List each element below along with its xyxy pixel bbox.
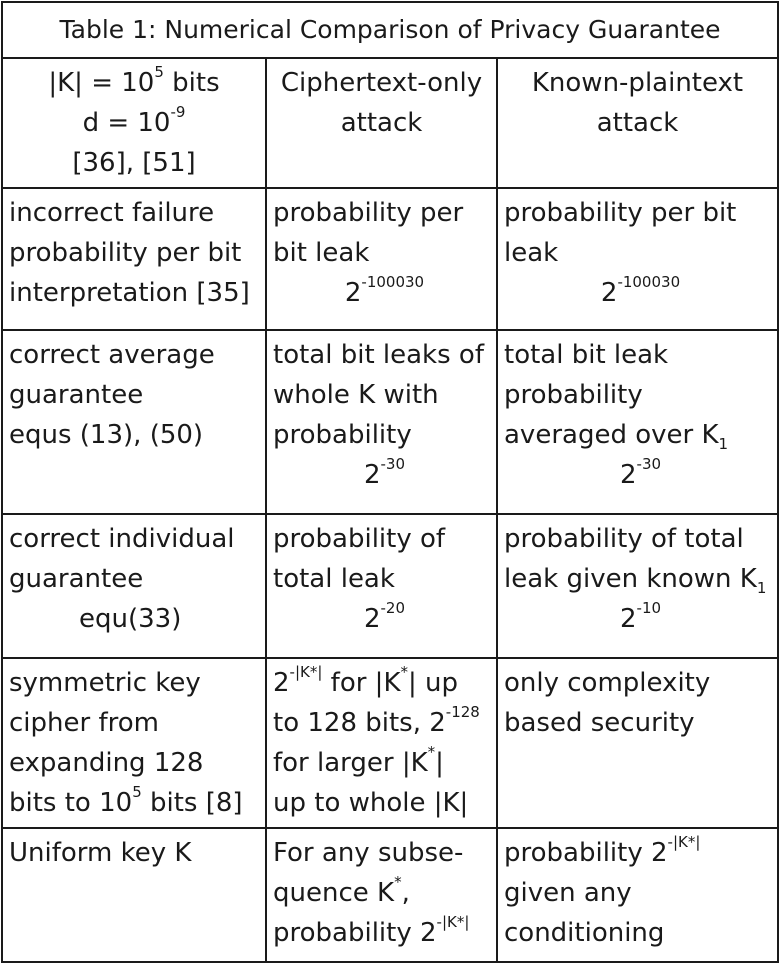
refs-line: [36], [51] (72, 148, 196, 178)
known-plaintext-cell: only complexity based security (497, 658, 778, 828)
header-known-plaintext: Known-plaintext attack (497, 58, 778, 188)
known-plaintext-cell: probability per bit leak $2^{-100030}$ (497, 188, 778, 330)
header-params-cell (2, 58, 266, 188)
row-label: incorrect failure probability per bit interpretation [35] (2, 188, 266, 330)
known-plaintext-cell: total bit leak probability averaged over $K_1$ $2^{-30}$ (497, 330, 778, 514)
ciphertext-only-cell: $2^{-|K*|}$ for |K*| up to 128 bits, $2^{-128}$ for larger |K*| up to whole |K| (266, 658, 497, 828)
probability-value: $2^{-10}$ (619, 599, 662, 634)
key-size-line: $|K| = 10^5$ bits (48, 63, 220, 98)
header-ciphertext-only: Ciphertext-only attack (266, 58, 497, 188)
ciphertext-only-cell: total bit leaks of whole K with probability $2^{-30}$ (266, 330, 497, 514)
table-row (2, 514, 778, 658)
row-label: Uniform key K (2, 828, 266, 962)
probability-value: $2^{-100030}$ (344, 273, 425, 308)
table-title: Table 1: Numerical Comparison of Privacy Guarantee (2, 2, 778, 58)
probability-value: $2^{-100030}$ (600, 273, 681, 308)
ciphertext-only-cell: For any subse- quence K*, probability $2^{-|K*|}$ (266, 828, 497, 962)
table-row (2, 188, 778, 330)
distance-line: $d = 10^{-9}$ (82, 103, 186, 138)
table-row (2, 658, 778, 828)
known-plaintext-cell: probability $2^{-|K*|}$ given any conditioning (497, 828, 778, 962)
probability-value: $2^{-20}$ (363, 599, 406, 634)
privacy-comparison-table (1, 1, 779, 963)
probability-value: $2^{-30}$ (363, 455, 406, 490)
ciphertext-only-cell: probability of total leak $2^{-20}$ (266, 514, 497, 658)
row-label: correct individual guarantee equ(33) (2, 514, 266, 658)
probability-value: $2^{-30}$ (619, 455, 662, 490)
table-row (2, 828, 778, 962)
row-label: correct average guarantee equs (13), (50) (2, 330, 266, 514)
row-label: symmetric key cipher from expanding 128 bits to $10^5$ bits [8] (2, 658, 266, 828)
ciphertext-only-cell: probability per bit leak $2^{-100030}$ (266, 188, 497, 330)
table-row (2, 330, 778, 514)
known-plaintext-cell: probability of total leak given known $K_1$ $2^{-10}$ (497, 514, 778, 658)
